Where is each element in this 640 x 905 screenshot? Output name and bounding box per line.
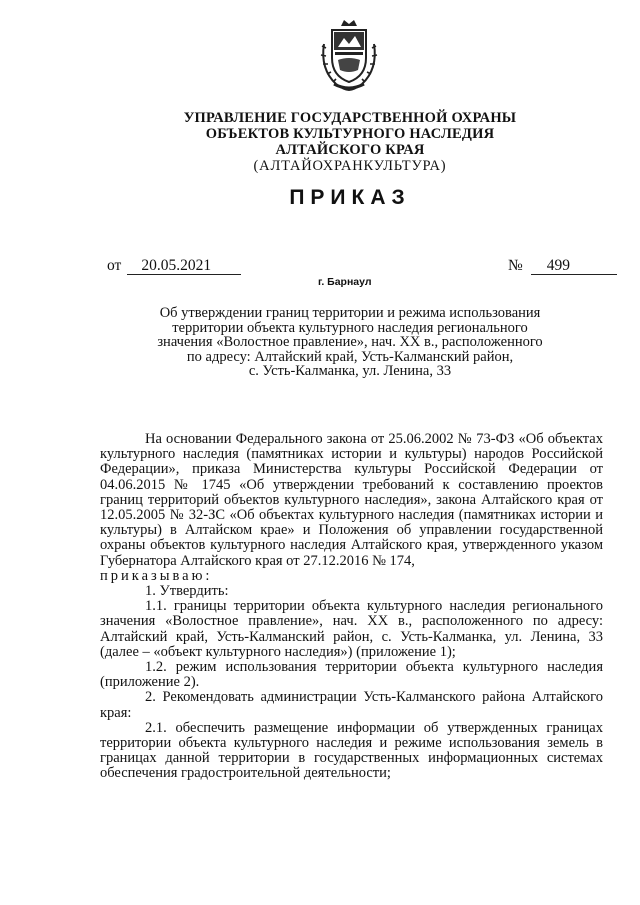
subject-line: Об утверждении границ территории и режима использования	[159, 305, 541, 321]
date-prefix: от	[107, 257, 122, 274]
item-paragraph: 2. Рекомендовать администрации Усть-Калманского района Алтайского края:	[100, 689, 603, 721]
item-paragraph: 1.2. режим использования территории объекта культурного наследия (приложение 2).	[100, 659, 603, 691]
number-value: 499	[531, 258, 617, 275]
subject-line: с. Усть-Калманка, ул. Ленина, 33	[248, 363, 452, 379]
city-label: г. Барнаул	[318, 276, 372, 288]
preamble-paragraph: На основании Федерального закона от 25.06.2002 № 73-ФЗ «Об объектах культурного наследия (памятниках истории и культуры) народов Российской Федерации», приказа Министерства культуры Российской Федерации от 04.06.2015 № 1745 «Об утверждении требований к составлению проектов границ территорий объектов культурного наследия», закона Алтайского края от 12.05.2005 № 32-ЗС «Об объектах культурного наследия (памятниках истории и культуры) в Алтайском крае» и Положения об управлении государственной охраны объектов культурного наследия Алтайского края, утвержденного указом Губернатора Алтайского края от 27.12.2016 № 174,	[100, 431, 603, 569]
document-body	[100, 432, 603, 782]
item-paragraph: 1.1. границы территории объекта культурного наследия регионального значения «Волостное правление», нач. XX в., расположенного по адресу: Алтайский край, Усть-Калманский район, с. Усть-Калманка, ул. Ленина, 33 (далее – «объект культурного наследия») (приложение 1);	[100, 598, 603, 660]
document-date	[107, 257, 241, 275]
subject-line: значения «Волостное правление», нач. XX в., расположенного	[157, 334, 543, 350]
org-line: УПРАВЛЕНИЕ ГОСУДАРСТВЕННОЙ ОХРАНЫ	[183, 110, 517, 126]
org-line: ОБЪЕКТОВ КУЛЬТУРНОГО НАСЛЕДИЯ	[205, 126, 495, 142]
date-value: 20.05.2021	[127, 258, 241, 275]
org-short-name: (АЛТАЙОХРАНКУЛЬТУРА)	[253, 158, 447, 174]
document-subject	[120, 306, 580, 379]
item-paragraph: 2.1. обеспечить размещение информации об утвержденных границах территории объекта культурного наследия и режиме использования земель в границах данной территории в государственных информационных системах обеспечения градостроительной деятельности;	[100, 719, 603, 782]
subject-line: по адресу: Алтайский край, Усть-Калманский район,	[186, 348, 514, 365]
document-title: ПРИКАЗ	[289, 186, 411, 209]
coat-of-arms-icon	[314, 14, 384, 94]
organization-name	[0, 110, 640, 174]
document-number	[508, 257, 617, 275]
org-line: АЛТАЙСКОГО КРАЯ	[275, 142, 425, 158]
subject-line: территории объекта культурного наследия регионального	[172, 319, 528, 336]
number-prefix: №	[508, 257, 523, 274]
item-paragraph: 1. Утвердить:	[145, 583, 229, 600]
order-word: приказываю:	[100, 567, 213, 584]
